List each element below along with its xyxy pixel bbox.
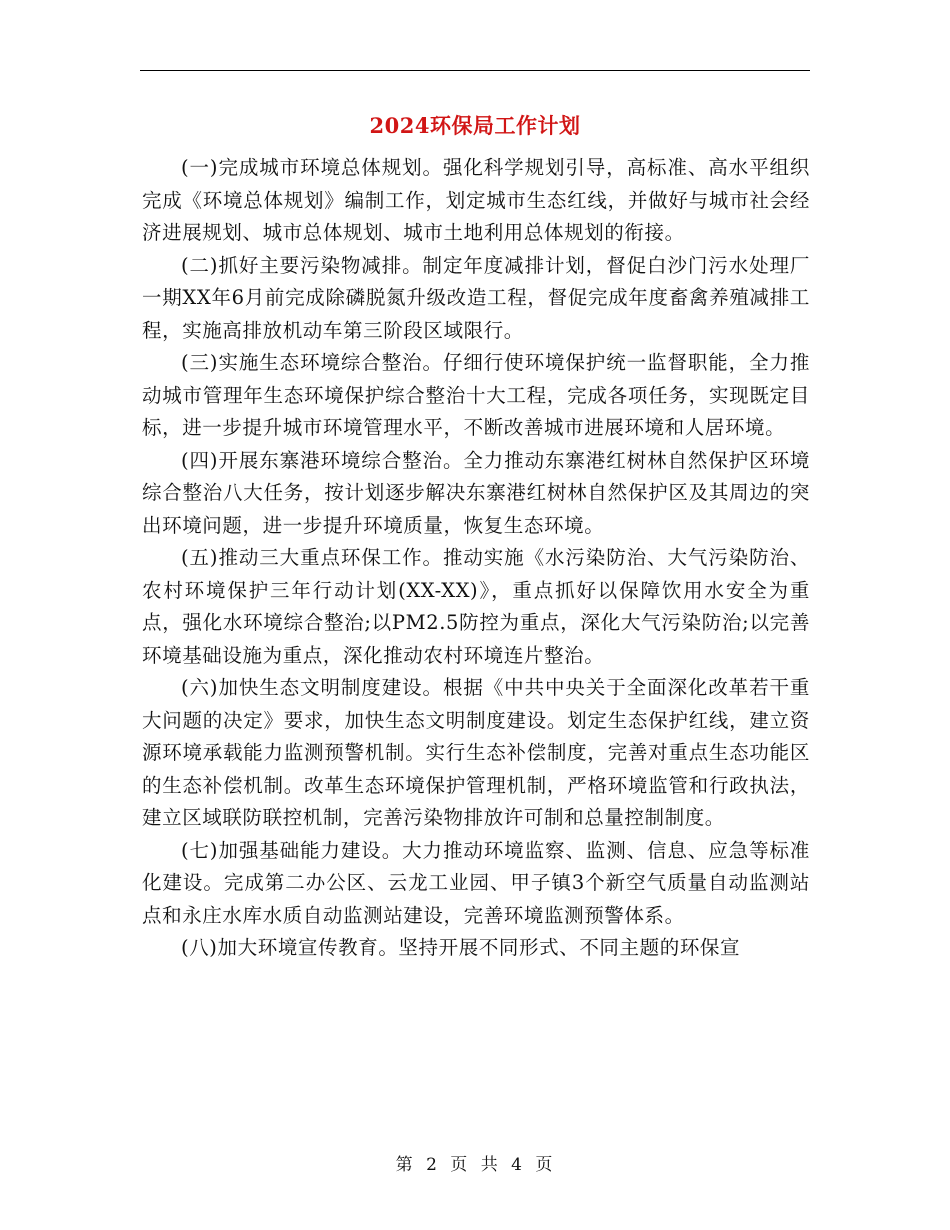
paragraph-4: (四)开展东寨港环境综合整治。全力推动东寨港红树林自然保护区环境综合整治八大任务，按计划逐步解决东寨港红树林自然保护区及其周边的突出环境问题，进一步提升环境质量，恢复生态环境。 [142,448,810,537]
header-rule [140,70,810,71]
paragraph-5: (五)推动三大重点环保工作。推动实施《水污染防治、大气污染防治、农村环境保护三年行动计划(XX-XX)》，重点抓好以保障饮用水安全为重点，强化水环境综合整治;以PM2.5防控为重点，深化大气污染防治;以完善环境基础设施为重点，深化推动农村环境连片整治。 [142,546,810,667]
paragraph-2: (二)抓好主要污染物减排。制定年度减排计划，督促白沙门污水处理厂一期XX年6月前完成除磷脱氮升级改造工程，督促完成年度畜禽养殖减排工程，实施高排放机动车第三阶段区域限行。 [142,253,810,342]
paragraph-6: (六)加快生态文明制度建设。根据《中共中央关于全面深化改革若干重大问题的决定》要求，加快生态文明制度建设。划定生态保护红线，建立资源环境承载能力监测预警机制。实行生态补偿制度，完善对重点生态功能区的生态补偿机制。改革生态环境保护管理机制，严格环境监管和行政执法，建立区域联防联控机制，完善污染物排放许可制和总量控制制度。 [142,676,810,829]
page-number-footer: 第 2 页 共 4 页 [395,1155,555,1175]
document-title: 2024环保局工作计划 [369,113,581,138]
paragraph-8: (八)加大环境宣传教育。坚持开展不同形式、不同主题的环保宣 [181,936,741,959]
paragraph-3: (三)实施生态环境综合整治。仔细行使环境保护统一监督职能，全力推动城市管理年生态环境保护综合整治十大工程，完成各项任务，实现既定目标，进一步提升城市环境管理水平，不断改善城市进展环境和人居环境。 [142,351,810,439]
paragraph-1: (一)完成城市环境总体规划。强化科学规划引导，高标准、高水平组织完成《环境总体规划》编制工作，划定城市生态红线，并做好与城市社会经济进展规划、城市总体规划、城市土地利用总体规划的衔接。 [142,156,810,244]
paragraph-7: (七)加强基础能力建设。大力推动环境监察、监测、信息、应急等标准化建设。完成第二办公区、云龙工业园、甲子镇3个新空气质量自动监测站点和永庄水库水质自动监测站建设，完善环境监测预警体系。 [142,838,810,927]
document-body [142,152,810,965]
